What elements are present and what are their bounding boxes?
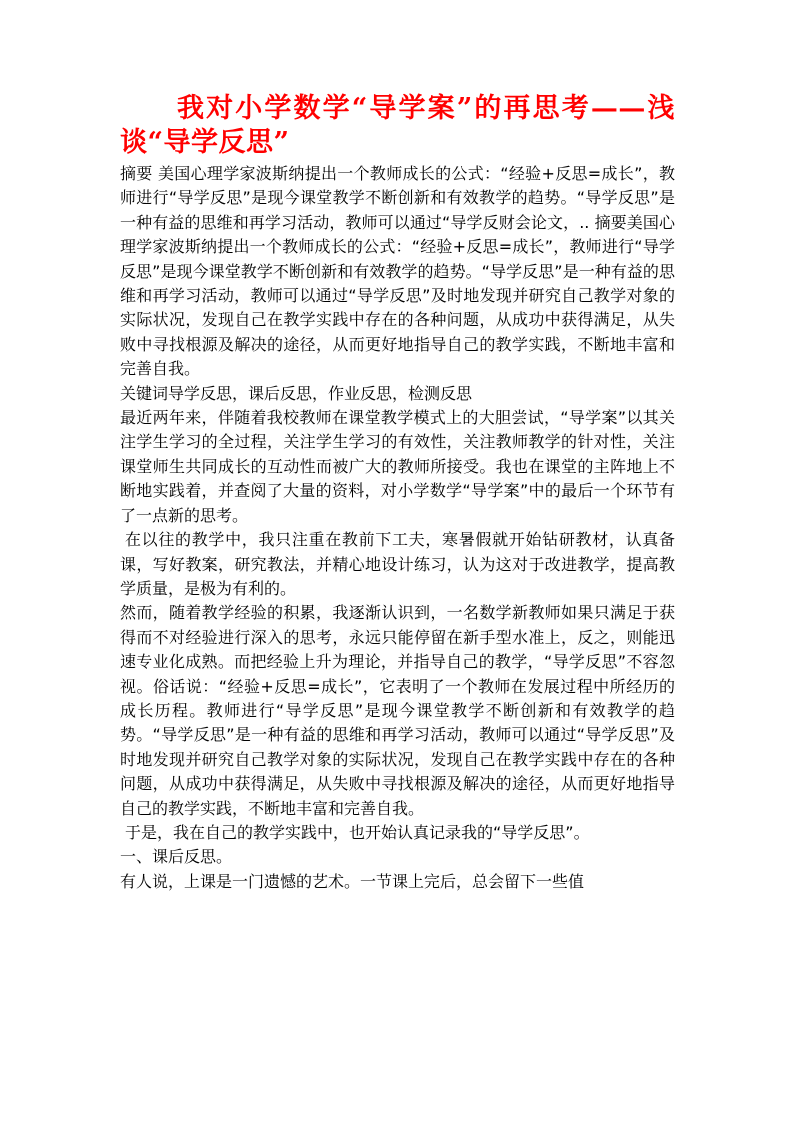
body-paragraph: 有人说，上课是一门遗憾的艺术。一节课上完后，总会留下一些值 (120, 871, 585, 891)
body-paragraph: 于是，我在自己的教学实践中，也开始认真记录我的“导学反思”。 (125, 822, 590, 842)
body-paragraph: 然而，随着教学经验的积累，我逐渐认识到，一名数学新教师如果只满足于获得而不对经验进行深入的思考，永远只能停留在新手型水准上，反之，则能迅速专业化成熟。而把经验上升为理论，并指导自己的教学，“导学反思”不容忽视。俗话说：“经验+反思=成长”，它表明了一个教师在发展过程中所经历的成长历程。教师进行“导学反思”是现今课堂教学不断创新和有效教学的趋势。“导学反思”是一种有益的思维和再学习活动，教师可以通过“导学反思”及时地发现并研究自己教学对象的实际状况，发现自己在教学实践中存在的各种问题，从成功中获得满足，从失败中寻找根源及解决的途径，从而更好地指导自己的教学实践，不断地丰富和完善自我。 (120, 603, 675, 818)
keywords-paragraph: 关键词导学反思，课后反思，作业反思，检测反思 (120, 383, 473, 403)
body-paragraph: 最近两年来，伴随着我校教师在课堂教学模式上的大胆尝试，“导学案”以其关注学生学习的全过程，关注学生学习的有效性，关注教师教学的针对性，关注课堂师生共同成长的互动性而被广大的教师所接受。我也在课堂的主阵地上不断地实践着，并查阅了大量的资料，对小学数学“导学案”中的最后一个环节有了一点新的思考。 (120, 408, 675, 525)
document-body (120, 92, 675, 894)
body-paragraph: 在以往的教学中，我只注重在教前下工夫，寒暑假就开始钻研教材，认真备课，写好教案，研究教法，并精心地设计练习，认为这对于改进教学，提高教学质量，是极为有利的。 (120, 530, 675, 598)
document-title: 我对小学数学“导学案”的再思考——浅谈“导学反思” (120, 93, 675, 158)
abstract-paragraph: 摘要 美国心理学家波斯纳提出一个教师成长的公式：“经验+反思=成长”，教师进行“导学反思”是现今课堂教学不断创新和有效教学的趋势。“导学反思”是一种有益的思维和再学习活动，教师可以通过“导学反财会论文，.. 摘要美国心理学家波斯纳提出一个教师成长的公式：“经验+反思=成长”，教师进行“导学反思”是现今课堂教学不断创新和有效教学的趋势。“导学反思”是一种有益的思维和再学习活动，教师可以通过“导学反思”及时地发现并研究自己教学对象的实际状况，发现自己在教学实践中存在的各种问题，从成功中获得满足，从失败中寻找根源及解决的途径，从而更好地指导自己的教学实践，不断地丰富和完善自我。 (120, 164, 675, 379)
section-heading: 一、课后反思。 (120, 847, 233, 867)
